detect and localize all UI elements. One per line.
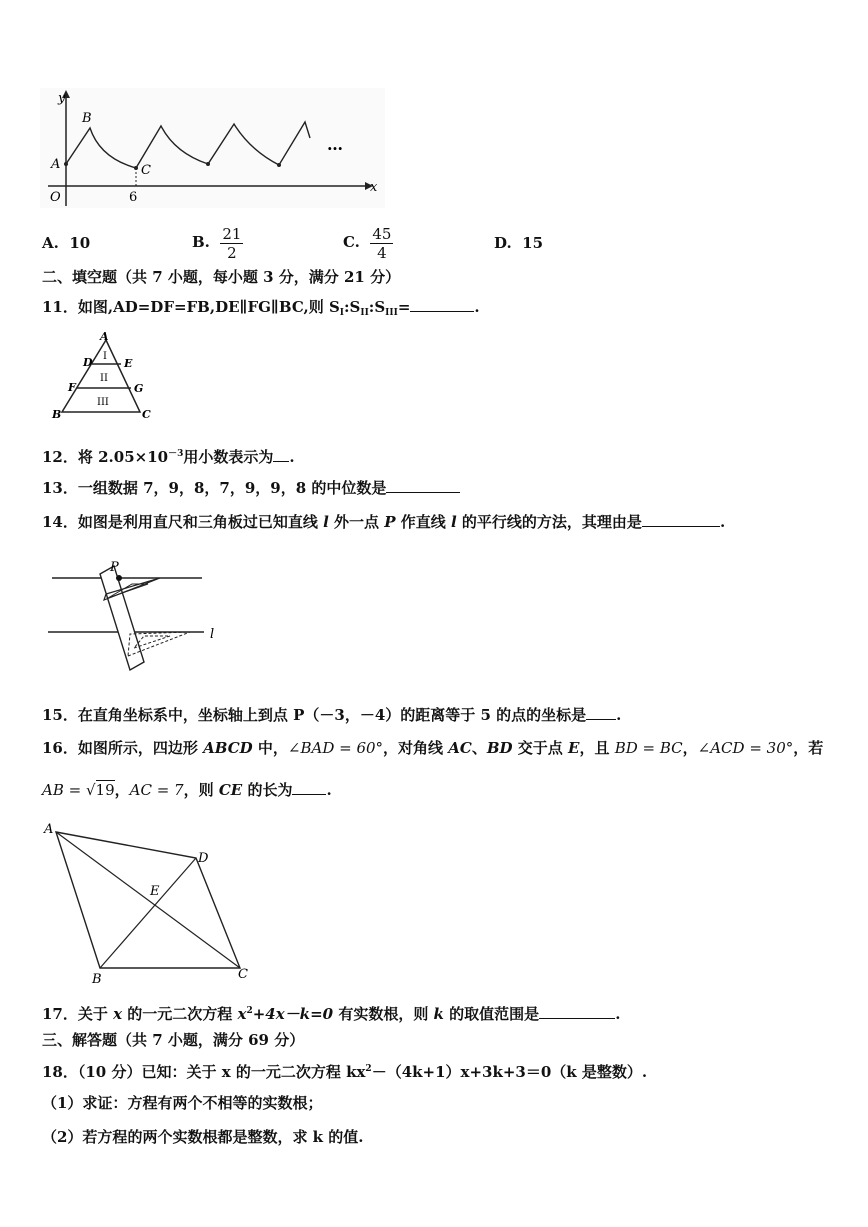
q18-pre: 18．（10 分）已知：关于 x 的一元二次方程 kx [42, 1063, 366, 1081]
q14-point-p: P [384, 513, 396, 531]
tri-label-b: B [52, 408, 62, 421]
origin-label: O [50, 190, 61, 205]
q18-text [42, 1059, 647, 1082]
q11-s2-sub: II [360, 308, 369, 318]
q16-ac-eq: AC = 7 [129, 781, 184, 799]
point-a-dot [64, 162, 68, 166]
q17-eq-rest: +4x－k=0 [252, 1005, 334, 1023]
point-p-dot [116, 575, 122, 581]
q16-mid: 中， [252, 739, 288, 757]
region-i-label: I [103, 351, 107, 362]
q11-s1-sub: I [339, 308, 344, 318]
option-d-letter: D. [494, 234, 512, 252]
q16-pre: 16．如图所示，四边形 [42, 739, 204, 757]
q16-line1 [42, 738, 823, 758]
q17-post1: 有实数根，则 [333, 1005, 434, 1023]
q18-part1: （1）求证：方程有两个不相等的实数根； [42, 1094, 323, 1112]
q13-text [42, 478, 460, 498]
tri-label-g: G [134, 382, 144, 395]
x-axis-label: x [370, 180, 378, 195]
q11-answer-blank [410, 297, 474, 312]
fig-label-p: P [110, 560, 119, 575]
option-b-letter: B. [192, 233, 210, 251]
q11-sep2: :S [368, 298, 386, 316]
q17-x: x [113, 1005, 123, 1023]
sqrt-symbol: √ [85, 781, 96, 799]
option-b [192, 222, 243, 262]
y-axis-label: y [58, 91, 66, 106]
q12-text [42, 444, 295, 467]
tri-label-c: C [142, 408, 151, 421]
q16-line1-end: ，若 [793, 739, 824, 757]
q13-stem: 13．一组数据 7，9，8，7，9，9，8 的中位数是 [42, 479, 387, 497]
option-c-denominator: 4 [377, 243, 387, 262]
q17-eq-x: x [237, 1005, 247, 1023]
q16-comma2: ， [114, 781, 130, 799]
q18-post: －（4k+1）x+3k+3＝0（k 是整数）. [371, 1063, 648, 1081]
option-c-fraction [370, 225, 393, 262]
q16-abcd: ABCD [203, 739, 253, 757]
quad-label-c: C [238, 967, 248, 982]
option-c-numerator: 45 [372, 224, 392, 243]
option-b-fraction [220, 225, 243, 262]
region-iii-label: III [97, 397, 109, 408]
q16-end: . [326, 781, 332, 799]
option-c [343, 222, 393, 262]
q16-mid2: ，对角线 [383, 739, 449, 757]
q15-end: . [616, 706, 622, 724]
q13-answer-blank [386, 478, 460, 493]
option-a-letter: A. [42, 234, 59, 252]
option-d-value: 15 [522, 234, 544, 252]
tri-label-a: A [100, 330, 109, 343]
point-c-label: C [141, 163, 151, 178]
q14-line-l2: l [451, 513, 457, 531]
tri-label-f: F [68, 381, 76, 394]
q16-sqrt-value: 19 [95, 781, 115, 799]
q16-angle-bad: ∠BAD = 60° [287, 739, 384, 757]
ruler-shape [100, 566, 144, 670]
q16-comma: ， [682, 739, 698, 757]
q16-ab-eq: AB = [42, 781, 86, 799]
quadrilateral-figure [40, 818, 260, 988]
point-b-label: B [82, 111, 92, 126]
q14-mid1: 外一点 [328, 513, 385, 531]
q16-bd: BD [486, 739, 513, 757]
option-d [494, 233, 543, 253]
region-ii-label: II [100, 373, 108, 384]
quad-label-d: D [198, 851, 209, 866]
q16-ac: AC [448, 739, 472, 757]
q14-mid2: 作直线 [395, 513, 451, 531]
q14-pre: 14．如图是利用直尺和三角板过已知直线 [42, 513, 324, 531]
option-c-letter: C. [343, 233, 360, 251]
option-a [42, 233, 90, 253]
q16-e: E [568, 739, 580, 757]
q14-post: 的平行线的方法，其理由是 [456, 513, 642, 531]
q12-exponent: －3 [168, 449, 184, 459]
q14-end: . [719, 513, 726, 531]
q16-answer-blank [292, 780, 326, 795]
q16-line2-mid: ，则 [183, 781, 219, 799]
q12-answer-blank [273, 447, 289, 462]
tri-label-d: D [83, 356, 93, 369]
ruler-triangle-figure [44, 556, 234, 681]
q16-mid3: 交于点 [512, 739, 569, 757]
q14-answer-blank [642, 512, 720, 527]
quad-label-e: E [150, 884, 160, 899]
periodic-graph-figure [40, 88, 385, 208]
q11-text [42, 297, 480, 323]
q16-angle-acd: ∠ACD = 30° [697, 739, 794, 757]
option-b-denominator: 2 [227, 243, 237, 262]
q11-s3-sub: III [385, 308, 398, 318]
q16-line2 [42, 780, 332, 800]
q17-text [42, 1001, 620, 1024]
q16-mid4: ，且 [579, 739, 615, 757]
point-a-label: A [51, 157, 61, 172]
fig-label-l: l [210, 627, 215, 642]
q15-stem: 15．在直角坐标系中，坐标轴上到点 P（－3，－4）的距离等于 5 的点的坐标是 [42, 706, 587, 724]
q12-stem: 12．将 2.05×10 [42, 448, 169, 466]
option-a-value: 10 [69, 234, 91, 252]
triangle-figure [48, 330, 158, 422]
q18-sup: 2 [365, 1064, 372, 1074]
tri-label-e: E [124, 357, 133, 370]
q14-text [42, 512, 725, 532]
q14-line-l1: l [323, 513, 329, 531]
ellipsis-label: … [327, 135, 343, 154]
q12-tail: 用小数表示为 [183, 448, 274, 466]
section2-title: 二、填空题（共 7 小题，每小题 3 分，满分 21 分） [42, 268, 401, 286]
q11-tail: = [397, 298, 411, 316]
tick-6-label: 6 [129, 190, 138, 205]
q12-end: . [289, 448, 295, 466]
q16-bd-eq-bc: BD = BC [614, 739, 683, 757]
q15-text [42, 705, 621, 725]
q17-post2: 的取值范围是 [443, 1005, 540, 1023]
q16-line2-post: 的长为 [242, 781, 293, 799]
q18-part2: （2）若方程的两个实数根都是整数，求 k 的值. [42, 1128, 364, 1146]
q11-sep1: :S [344, 298, 361, 316]
q15-answer-blank [586, 705, 616, 720]
curve-dot [206, 162, 210, 166]
quad-label-b: B [92, 972, 102, 987]
q17-eq-sup: 2 [246, 1006, 253, 1016]
q17-pre: 17．关于 [42, 1005, 114, 1023]
q16-ce: CE [218, 781, 243, 799]
q11-end: . [474, 298, 480, 316]
q17-mid: 的一元二次方程 [122, 1005, 238, 1023]
curve-dot [277, 163, 281, 167]
q11-stem: 11．如图,AD=DF=FB,DE∥FG∥BC,则 S [42, 298, 340, 316]
q17-end: . [615, 1005, 621, 1023]
q16-dun: 、 [471, 739, 487, 757]
section3-title: 三、解答题（共 7 小题，满分 69 分） [42, 1031, 305, 1049]
q17-answer-blank [539, 1004, 615, 1019]
q17-k: k [433, 1005, 444, 1023]
quad-label-a: A [44, 822, 54, 837]
option-b-numerator: 21 [222, 224, 242, 243]
